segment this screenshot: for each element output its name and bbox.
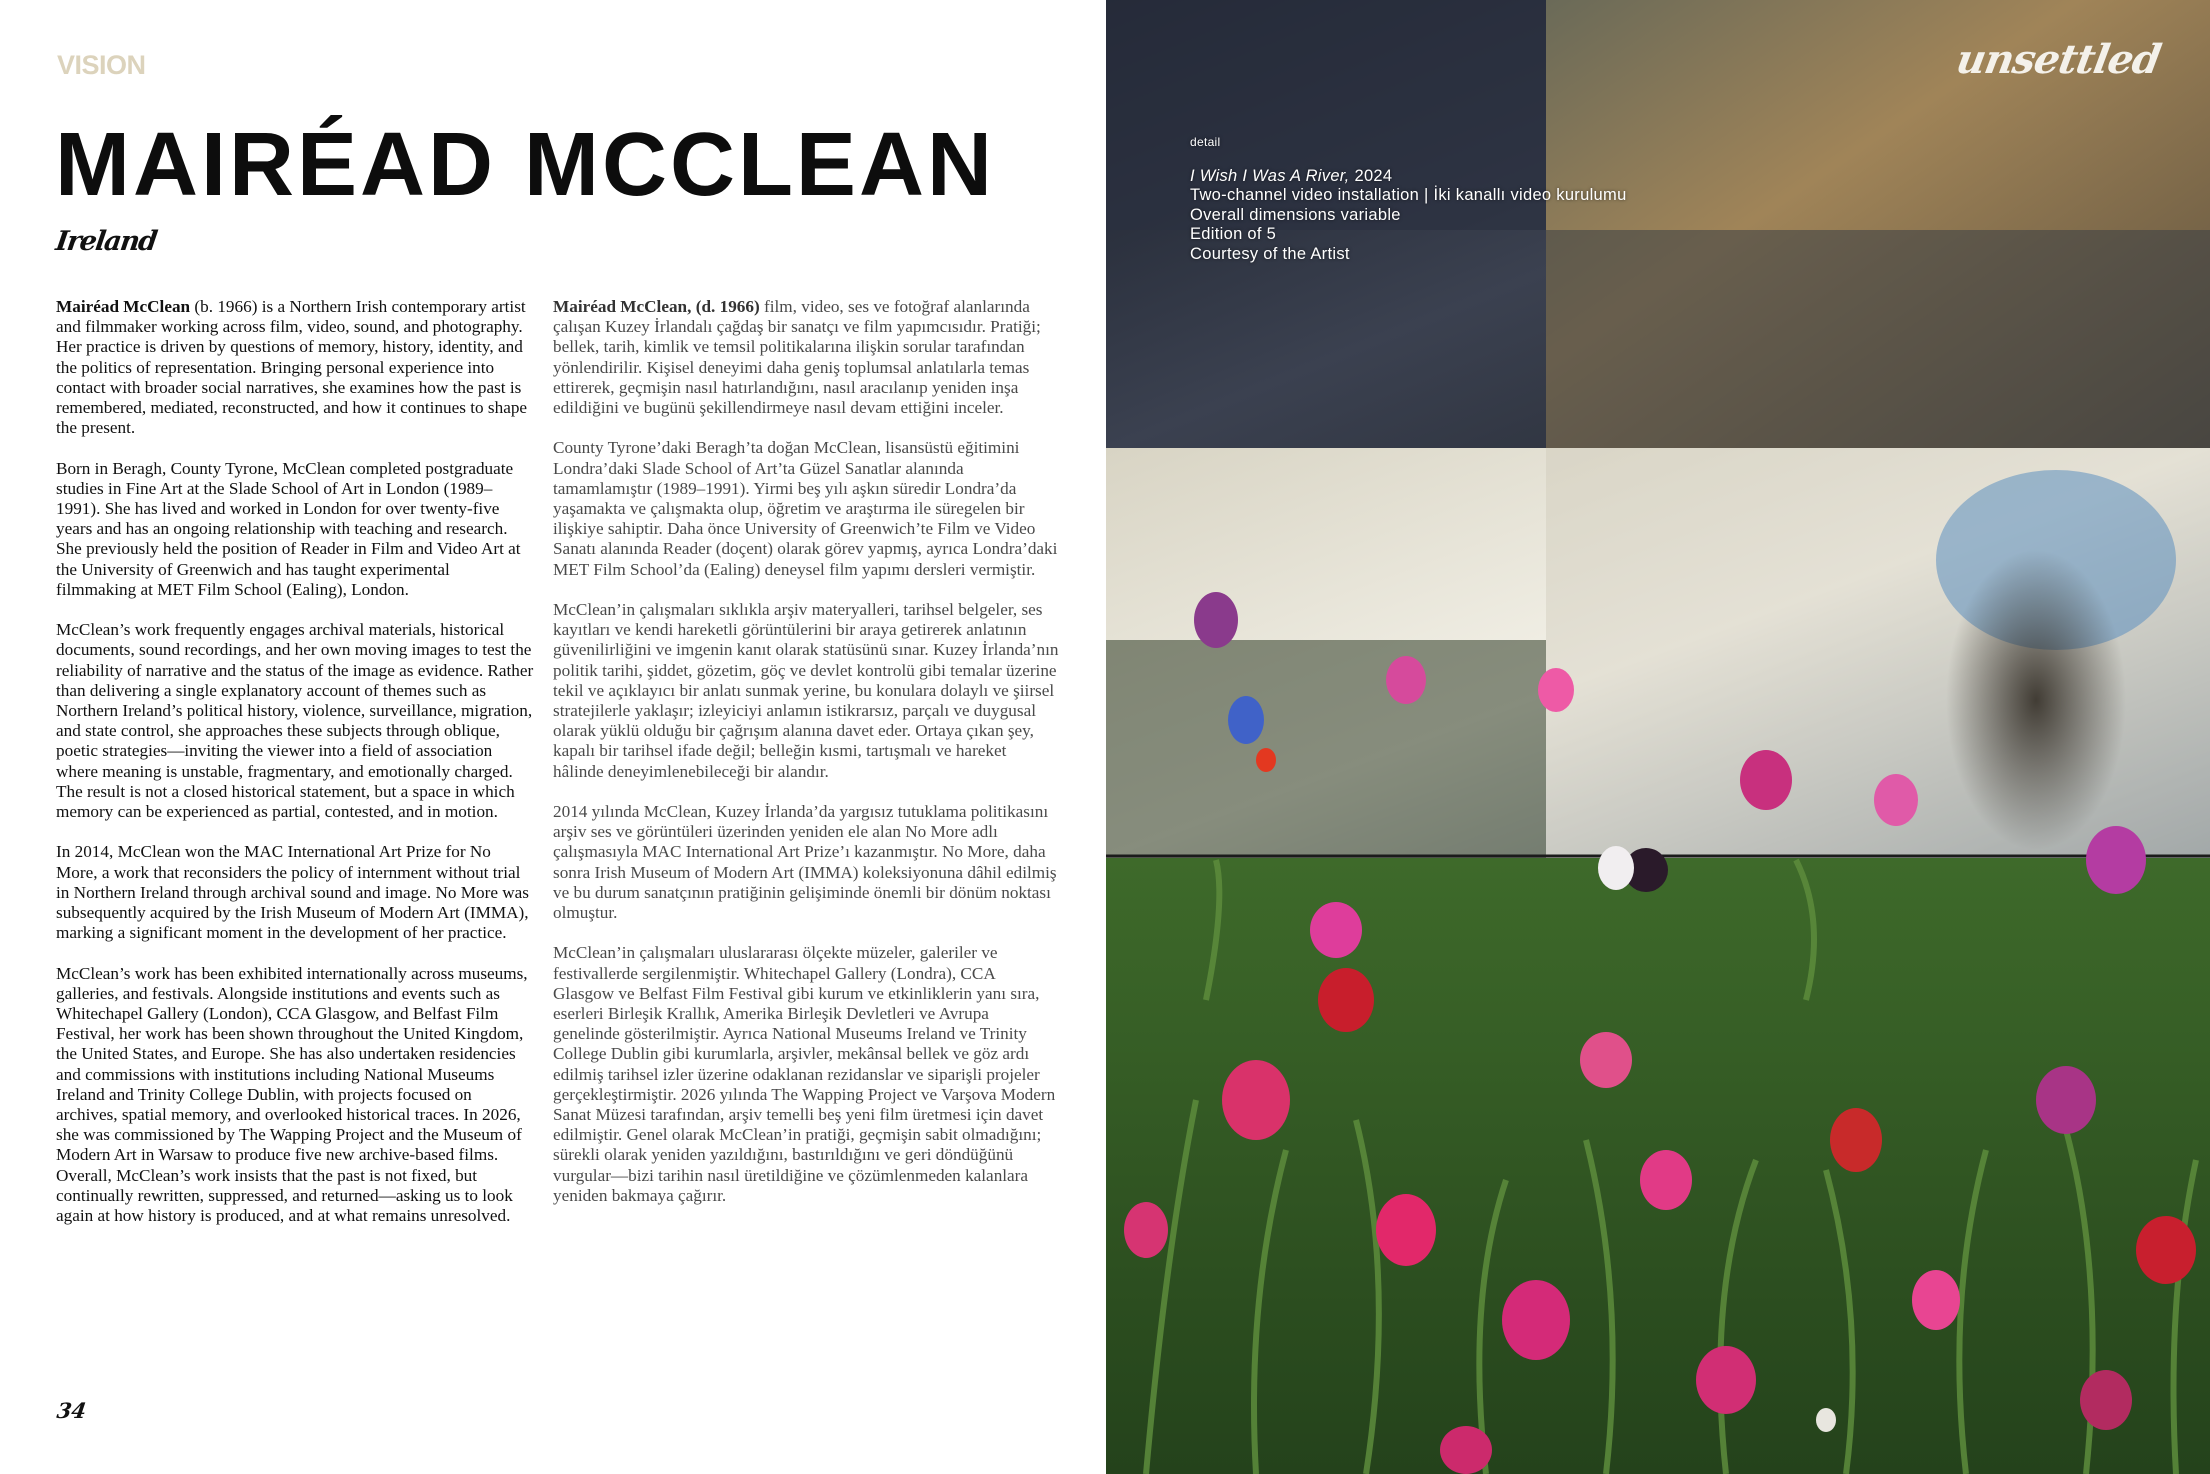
caption-detail-label: detail [1190,135,1221,149]
artwork-dimensions: Overall dimensions variable [1190,205,1401,224]
tr-paragraph-5: McClean’in çalışmaları uluslararası ölçekte müzeler, galeriler ve festivallerde sergilenmiştir. Whitechapel Gallery (Londra), CCA Glasgow ve Belfast Film Festival gibi kurum ve etkinliklerin yanı sıra, eserleri Birleşik Krallık, Amerika Birleşik Devletleri ve Avrupa genelinde gösterilmiştir. Ayrıca National Museums Ireland ve Trinity College Dublin gibi kurumlarla, arşivler, mekânsal bellek ve göz ardı edilmiş tarihsel izler üzerine odaklanan rezidanslar ve siparişli projeler gerçekleştirmiştir. 2026 yılında The Wapping Project ve Varşova Modern Sanat Müzesi tarafından, arşiv temelli beş yeni film üretmesi için davet edilmiştir. Genel olarak McClean’in pratiği, geçmişin sabit olmadığını; sürekli olarak yeniden yazıldığını, bastırıldığını ve geri döndüğünü vurgular—bizi tarihin nasıl üretildiğine ve çözümlenmeden kalanlara yeniden bakmaya çağırır. [553,943,1056,1205]
artwork-year: 2024 [1349,166,1393,185]
en-paragraph-4: In 2014, McClean won the MAC International Art Prize for No More, a work that reconsiders the policy of internment without trial in Northern Ireland through archival sound and image. No More was subsequently acquired by the Irish Museum of Modern Art (IMMA), marking a significant moment in the development of her practice. [56,842,530,943]
en-paragraph-1-text: (b. 1966) is a Northern Irish contemporary artist and filmmaker working across film, video, sound, and photography. Her practice is driven by questions of memory, history, identity, and the politics of representation. Bringing personal experience into contact with broader social narratives, she examines how the past is remembered, mediated, reconstructed, and how it continues to shape the present. [56,297,528,438]
tr-artist-name: Mairéad McClean [553,297,688,316]
artwork-title: I Wish I Was A River, [1190,166,1350,185]
en-artist-name: Mairéad McClean [56,297,191,316]
en-paragraph-5: McClean’s work has been exhibited internationally across museums, galleries, and festivals. Alongside institutions and events such as Whitechapel Gallery (London), CCA Glasgow, and Belfast Film Festival, her work has been shown throughout the United Kingdom, the United States, and Europe. She has also undertaken residencies and commissions with institutions including National Museums Ireland and Trinity College Dublin, with projects focused on archives, spatial memory, and overlooked historical traces. In 2026, she was commissioned by The Wapping Project and the Museum of Modern Art in Warsaw to produce five new archive-based films. Overall, McClean’s work insists that the past is not fixed, but continually rewritten, suppressed, and returned—asking us to look again at how history is produced, and at what remains unresolved. [56,963,528,1226]
artwork-credit: Courtesy of the Artist [1190,244,1350,263]
artwork-caption [1190,133,1627,264]
page-number: 34 [55,1398,88,1423]
en-paragraph-2: Born in Beragh, County Tyrone, McClean completed postgraduate studies in Fine Art at the Slade School of Art in London (1989–1991). She has lived and worked in London for over twenty-five years and has an ongoing relationship with teaching and research. She previously held the position of Reader in Film and Video Art at the University of Greenwich and has taught experimental filmmaking at MET Film School (Ealing), London. [56,458,521,599]
section-label: VISION [57,50,146,80]
caption-title-line [1190,167,1627,187]
tr-paragraph-1-text: film, video, ses ve fotoğraf alanlarında çalışan Kuzey İrlandalı çağdaş bir sanatçı ve film yapımcısıdır. Pratiği; bellek, tarih, kimlik ve temsil politikalarına ilişkin sorular tarafından yönlendirilir. Kişisel deneyimi daha geniş toplumsal anlatılarla temas ettirerek, geçmişin nasıl hatırlandığını, nasıl aracılanıp yeniden inşa edildiğini ve bugünü şekillendirmeye nasıl devam ettiğini inceler. [553,297,1041,418]
country-label: Ireland [53,226,158,257]
tr-birth-year: , (d. 1966) [687,297,760,316]
magazine-brand-logo: unsettled [1953,36,2165,83]
tr-paragraph-4: 2014 yılında McClean, Kuzey İrlanda’da yargısız tutuklama politikasını arşiv ses ve görüntüleri üzerinden yeniden ele alan No More adlı çalışmasıyla MAC International Art Prize’ı kazanmıştır. No More, daha sonra Irish Museum of Modern Art (IMMA) koleksiyonuna dâhil edilmiş ve bu durum sanatçının pratiğinin gelişiminde önemli bir dönüm noktası olmuştur. [553,802,1057,923]
english-biography [56,297,534,1246]
tr-paragraph-3: McClean’in çalışmaları sıklıkla arşiv materyalleri, tarihsel belgeler, ses kayıtları ve kendi hareketli görüntülerini bir araya getirerek anlatının güvenilirliğini ve imgenin kanıt olarak statüsünü sınar. Kuzey İrlanda’nın politik tarihi, şiddet, gözetim, göç ve devlet kontrolü gibi temalar üzerine tekil ve açıklayıcı bir anlatı sunmak yerine, bu konulara dolaylı ve şiirsel stratejilerle yaklaşır; izleyiciyi anlamın istikrarsız, parçalı ve duygusal olarak yüklü olduğu bir çağrışım alanına davet eder. Ortaya çıkan şey, kapalı bir tarihsel ifade değil; belleğin kısmi, tartışmalı ve hareket hâlinde deneyimlenebileceği bir alandır. [553,600,1059,781]
artwork-edition: Edition of 5 [1190,225,1277,243]
artist-name: MAIRÉAD MCCLEAN [55,115,995,215]
turkish-biography [553,297,1059,1226]
tr-paragraph-2: County Tyrone’daki Beragh’ta doğan McClean, lisansüstü eğitimini Londra’daki Slade School of Art’ta Güzel Sanatlar alanında tamamlamıştır (1989–1991). Yirmi beş yılı aşkın süredir Londra’da yaşamakta ve çalışmakta olup, öğretim ve araştırma ile süregelen bir ilişkiye sahiptir. Daha önce University of Greenwich’te Film ve Video Sanatı alanında Reader (doçent) olarak görev yapmış, ayrıca Londra’daki MET Film School’da (Ealing) deneysel film yapımı dersleri vermiştir. [553,438,1058,579]
en-paragraph-3: McClean’s work frequently engages archival materials, historical documents, sound recordings, and her own moving images to test the reliability of narrative and the status of the image as evidence. Rather than delivering a single explanatory account of themes such as Northern Ireland’s political history, violence, surveillance, migration, and state control, she approaches these subjects through oblique, poetic strategies—inviting the viewer into a field of association where meaning is unstable, fragmentary, and emotionally charged. The result is not a closed historical statement, but a space in which memory can be experienced as partial, contested, and in motion. [56,620,534,822]
artwork-medium: Two-channel video installation | İki kanallı video kurulumu [1190,186,1627,204]
tr-paragraph-1 [553,297,1059,418]
right-page [1106,0,2210,1474]
en-paragraph-1 [56,297,534,438]
